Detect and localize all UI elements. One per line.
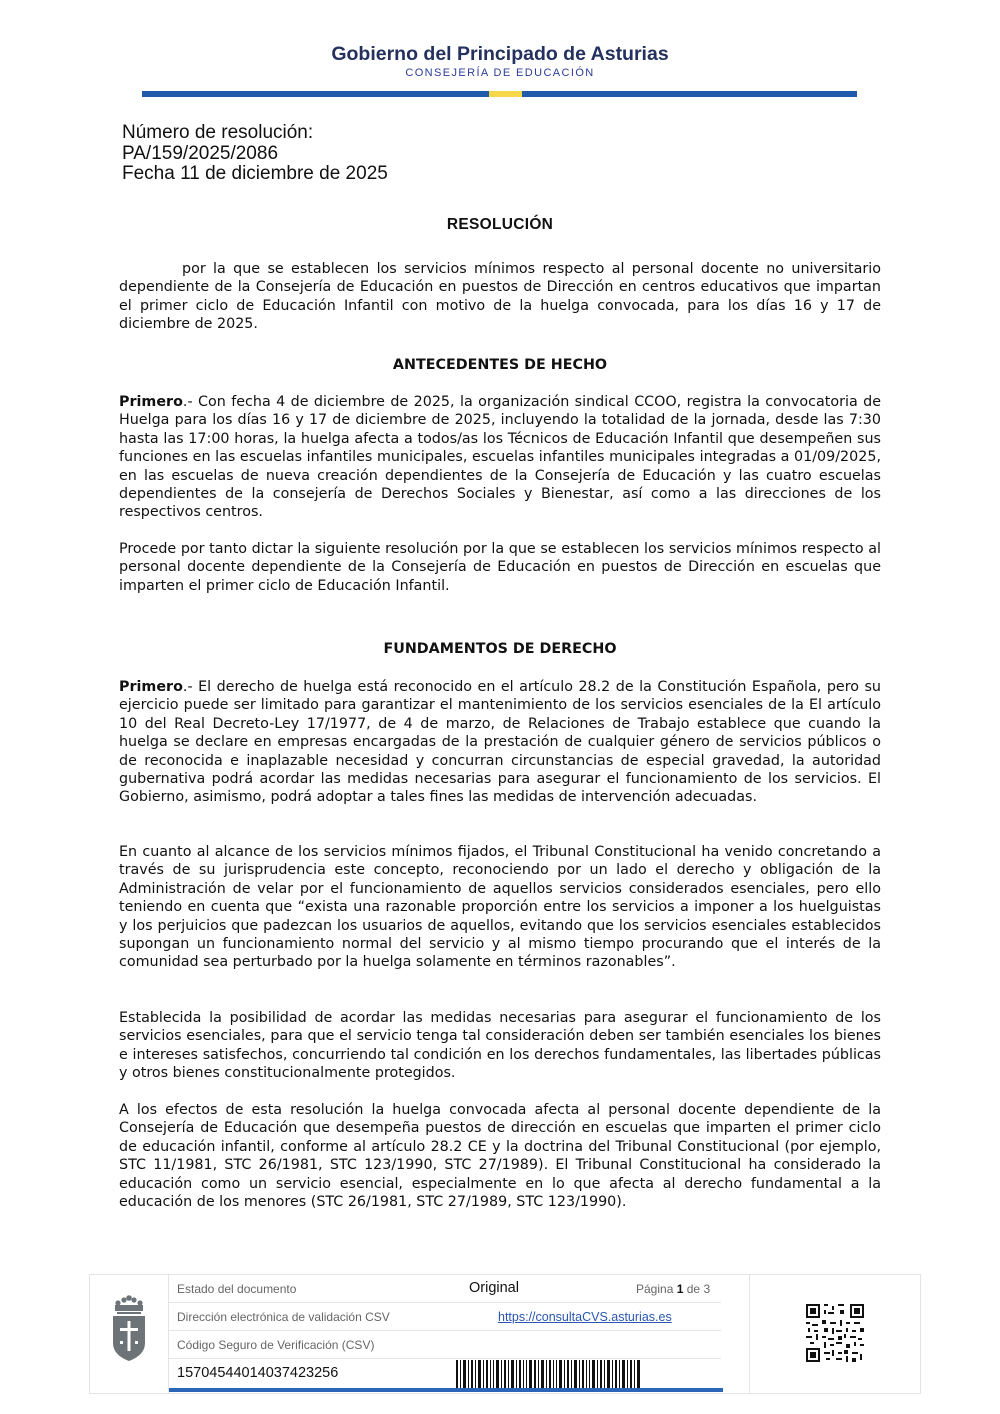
page-indicator: [636, 1282, 710, 1296]
csv-dir-label: Dirección electrónica de validación CSV: [177, 1310, 390, 1324]
barcode-icon: [456, 1360, 641, 1388]
government-title: Gobierno del Principado de Asturias: [331, 43, 669, 65]
document-header: [0, 42, 1000, 80]
qr-code-icon: [806, 1304, 864, 1362]
validation-footer: [89, 1274, 921, 1394]
coat-of-arms-icon: [90, 1275, 168, 1393]
fundamentos-heading: FUNDAMENTOS DE DERECHO: [383, 641, 617, 657]
antecedentes-procede-section: [119, 540, 881, 595]
resolution-date: Fecha 11 de diciembre de 2025: [122, 163, 388, 184]
page-mid: de: [686, 1282, 701, 1296]
fundamentos-paragraph-2: En cuanto al alcance de los servicios mínimos fijados, el Tribunal Constitucional ha venido concretando a través de su jurisprudencia este concepto, reconociendo por un lado el derecho y obligación de la Administración de velar por el funcionamiento de aquellos servicios considerados esenciales, pero ello teniendo en cuenta que “exista una razonable proporción entre los servicios a imponer a los huelguistas y los perjuicios que padezcan los usuarios de aquellos, evitando que los servicios esenciales establecidos supongan un funcionamiento normal del servicio y al mismo tiempo procurando que el interés de la comunidad sea perturbado por la huelga solamente en términos razonables”.: [119, 844, 881, 971]
estado-label: Estado del documento: [177, 1282, 297, 1296]
header-bar-blue-right: [522, 91, 857, 97]
fundamentos-p4-section: [119, 1101, 881, 1211]
qr-code-area: [749, 1275, 920, 1393]
asturias-coat-of-arms: [90, 1275, 169, 1393]
intro-paragraph: por la que se establecen los servicios mínimos respecto al personal docente no universitario dependiente de la Consejería de Educación en puestos de Dirección en centros educativos que impartan el primer ciclo de Educación Infantil con motivo de la huelga convocada, para los días 16 y 17 de diciembre de 2025.: [119, 261, 881, 333]
footer-row-csv-code: [169, 1359, 721, 1386]
validation-info: [169, 1275, 721, 1393]
document-title: RESOLUCIÓN: [446, 216, 554, 233]
antecedentes-primero: [119, 393, 881, 522]
resolution-number-label: Número de resolución:: [122, 122, 314, 143]
intro-section: [119, 260, 881, 334]
antecedentes-section: [119, 393, 881, 522]
header-bar-blue-left: [142, 91, 489, 97]
fundamentos-p2-section: [119, 843, 881, 972]
resolution-number: PA/159/2025/2086: [122, 142, 279, 164]
csv-validation-link[interactable]: https://consultaCVS.asturias.es: [498, 1310, 672, 1324]
antecedentes-procede: Procede por tanto dictar la siguiente resolución por la que se establecen los servicios mínimos respecto al personal docente dependiente de la Consejería de Educación en puestos de Dirección en escuelas que imparten el primer ciclo de Educación Infantil.: [119, 541, 881, 594]
footer-row-csv-url: [169, 1303, 721, 1331]
csv-code-label: Código Seguro de Verificación (CSV): [177, 1338, 375, 1352]
consejeria-subtitle: CONSEJERÍA DE EDUCACIÓN: [405, 67, 595, 79]
fundamentos-paragraph-3: Establecida la posibilidad de acordar las medidas necesarias para asegurar el funcionamiento de los servicios esenciales, para que el servicio tenga tal consideración deben ser también esenciales los bienes e intereses satisfechos, concurriendo tal condición en los derechos fundamentales, las libertades públicas y otros bienes constitucionalmente protegidos.: [119, 1010, 881, 1082]
csv-code-value: 15704544014037423256: [177, 1365, 339, 1381]
antecedentes-primero-text: .- Con fecha 4 de diciembre de 2025, la organización sindical CCOO, registra la convocatoria de Huelga para los días 16 y 17 de diciembre de 2025, incluyendo la totalidad de la jornada, desde las 7:30 hasta las 17:00 horas, la huelga afecta a todos/as los Técnicos de Educación Infantil que desempeñen sus funciones en las escuelas infantiles municipales, escuelas infantiles municipales integradas a 01/09/2025, en las escuelas de nueva creación dependientes de la Consejería de Educación y las cuatro escuelas dependientes de la consejería de Derechos Sociales y Bienestar, así como a las direcciones de los respectivos centros.: [119, 394, 881, 521]
fundamentos-p3-section: [119, 1009, 881, 1083]
antecedentes-primero-label: Primero: [119, 394, 183, 410]
fundamentos-primero-text: .- El derecho de huelga está reconocido en el artículo 28.2 de la Constitución Española, pero su ejercicio puede ser limitado para garantizar el mantenimiento de los servicios esenciales de la El artículo 10 del Real Decreto-Ley 17/1977, de 4 de marzo, de Relaciones de Trabajo establece que cuando la huelga se declare en empresas encargadas de la prestación de cualquier género de servicios públicos o de reconocida e inaplazable necesidad y concurran circunstancias de especial gravedad, la autoridad gubernativa podrá acordar las medidas necesarias para asegurar el funcionamiento de los servicios. El Gobierno, asimismo, podrá adoptar a tales fines las medidas de intervención adecuadas.: [119, 679, 881, 806]
page-prefix: Página: [636, 1282, 674, 1296]
footer-row-csv-code-label: [169, 1331, 721, 1359]
page-current: 1: [676, 1282, 684, 1296]
page-total: 3: [703, 1282, 711, 1296]
fundamentos-primero: [119, 678, 881, 807]
header-bar-yellow: [489, 91, 522, 97]
resolution-info: [122, 123, 388, 185]
footer-blue-line: [169, 1388, 723, 1392]
fundamentos-primero-section: [119, 678, 881, 807]
footer-row-estado: [169, 1275, 721, 1303]
estado-value: Original: [469, 1280, 519, 1296]
fundamentos-paragraph-4: A los efectos de esta resolución la huelga convocada afecta al personal docente dependiente de la Consejería de Educación que desempeña puestos de dirección en escuelas que imparten el primer ciclo de educación infantil, conforme al artículo 28.2 CE y la doctrina del Tribunal Constitucional (por ejemplo, STC 11/1981, STC 26/1981, STC 123/1990, STC 27/1989). El Tribunal Constitucional ha considerado la educación como un servicio esencial, especialmente en lo que afecta al derecho fundamental a la educación de los menores (STC 26/1981, STC 27/1989, STC 123/1990).: [119, 1102, 881, 1211]
antecedentes-heading: ANTECEDENTES DE HECHO: [392, 357, 608, 373]
fundamentos-primero-label: Primero: [119, 679, 183, 695]
